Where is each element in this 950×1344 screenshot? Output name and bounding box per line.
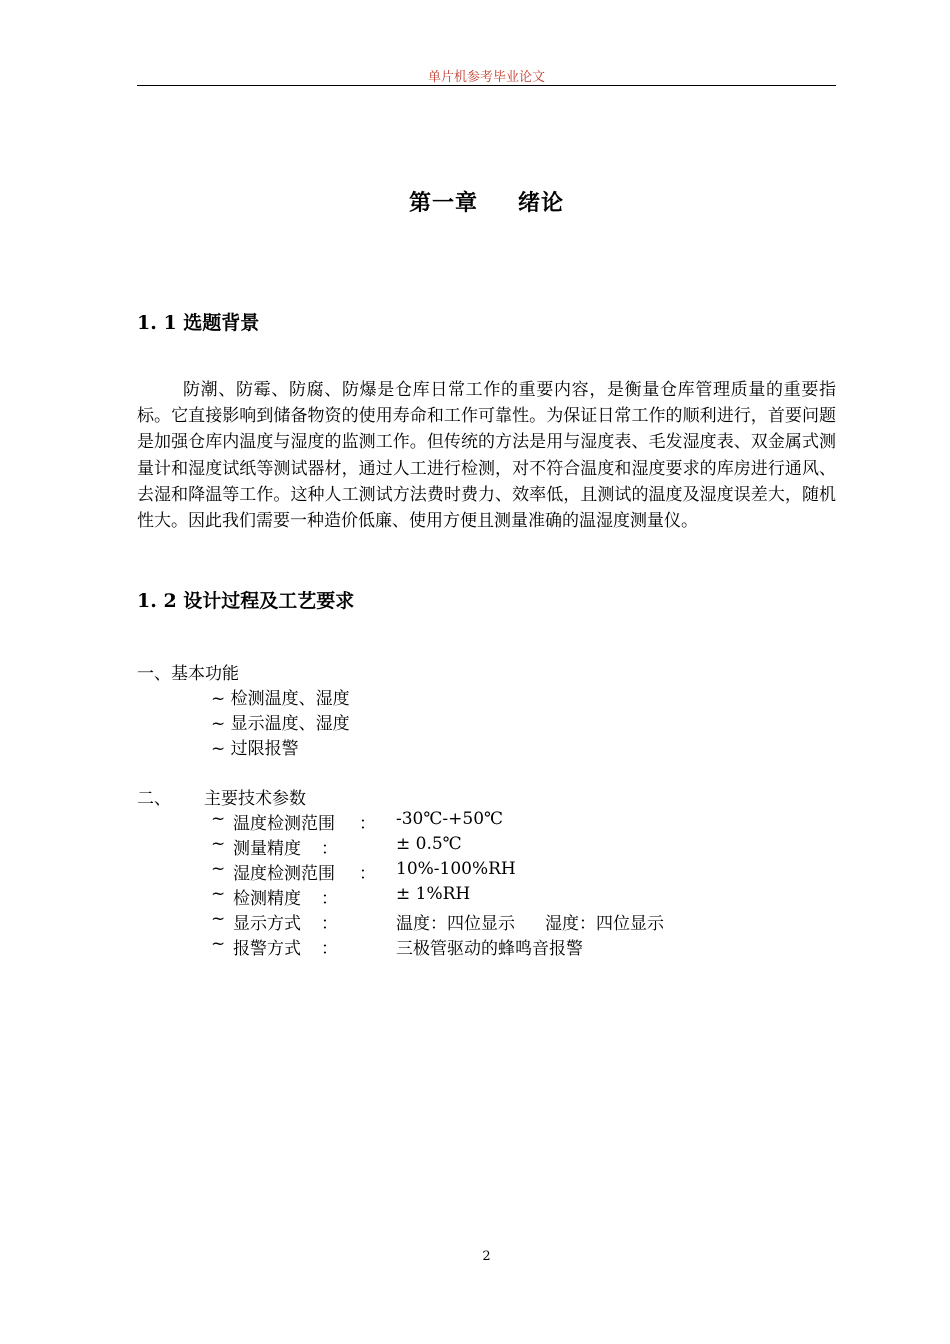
param-value: 10%-100%RH: [396, 859, 516, 879]
param-colon: ：: [359, 864, 376, 884]
param-value: ± 0.5℃: [396, 834, 462, 854]
basic-function-item: ~ 过限报警: [211, 739, 299, 759]
running-header: 单片机参考毕业论文: [427, 70, 545, 85]
param-colon: ：: [321, 914, 338, 934]
chapter-title: [137, 186, 836, 217]
param-value: -30℃-+50℃: [396, 809, 504, 829]
param-colon: ：: [321, 889, 338, 909]
basic-function-item: ~ 检测温度、湿度: [211, 689, 350, 709]
display-temp-value: 温度：四位显示: [396, 914, 515, 934]
param-value: [396, 909, 664, 934]
tilde-bullet: ~: [211, 909, 226, 929]
param-name: 湿度检测范围: [233, 864, 335, 884]
header-divider: [137, 85, 836, 86]
tilde-bullet: ~: [211, 934, 226, 954]
params-heading: 主要技术参数: [204, 789, 306, 809]
param-name: 温度检测范围: [233, 814, 335, 834]
basic-functions-heading: 一、基本功能: [137, 664, 239, 684]
param-name: 测量精度: [233, 839, 301, 859]
params-heading-number: 二、: [137, 789, 171, 809]
param-name: 显示方式: [233, 914, 301, 934]
section-title-design: 1. 2 设计过程及工艺要求: [137, 590, 355, 612]
param-value: 三极管驱动的蜂鸣音报警: [396, 939, 583, 959]
param-colon: ：: [359, 814, 376, 834]
chapter-name: 绪论: [518, 190, 565, 216]
display-humidity-value: 湿度：四位显示: [545, 914, 664, 934]
tilde-bullet: ~: [211, 834, 226, 854]
param-name: 报警方式: [233, 939, 301, 959]
tilde-bullet: ~: [211, 809, 226, 829]
background-paragraph: 防潮、防霉、防腐、防爆是仓库日常工作的重要内容，是衡量仓库管理质量的重要指标。它直接影响到储备物资的使用寿命和工作可靠性。为保证日常工作的顺利进行，首要问题是加强仓库内温度与湿度的监测工作。但传统的方法是用与湿度表、毛发湿度表、双金属式测量计和湿度试纸等测试器材，通过人工进行检测，对不符合温度和湿度要求的库房进行通风、去湿和降温等工作。这种人工测试方法费时费力、效率低，且测试的温度及湿度误差大，随机性大。因此我们需要一种造价低廉、使用方便且测量准确的温湿度测量仪。: [137, 380, 836, 532]
basic-function-item: ~ 显示温度、湿度: [211, 714, 350, 734]
param-colon: ：: [321, 939, 338, 959]
section-title-background: 1. 1 选题背景: [137, 312, 260, 334]
page-number: 2: [482, 1249, 491, 1264]
param-colon: ：: [321, 839, 338, 859]
tilde-bullet: ~: [211, 859, 226, 879]
param-value: ± 1%RH: [396, 884, 471, 904]
param-name: 检测精度: [233, 889, 301, 909]
tilde-bullet: ~: [211, 884, 226, 904]
chapter-number: 第一章: [408, 190, 478, 216]
